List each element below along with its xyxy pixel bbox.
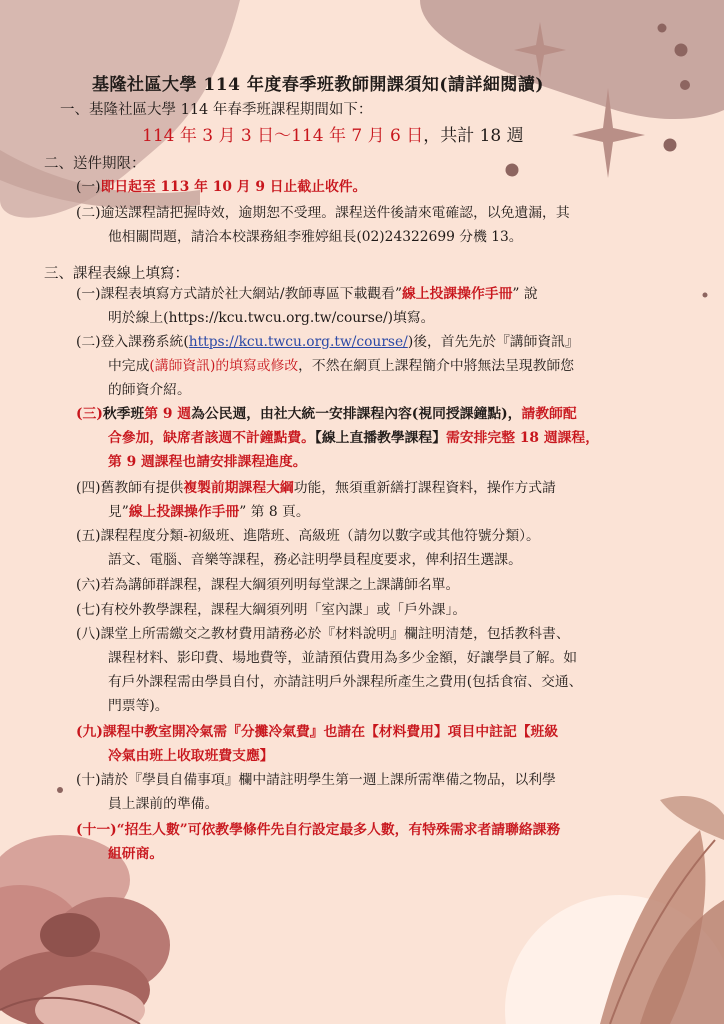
item-text: 員上課前的準備。 [108,796,219,812]
item-text: 冷氣由班上收取班費支應】 [108,748,274,764]
manual-link-text: 線上投課操作手冊 [402,286,513,302]
item-text-highlight: (講師資訊)的填寫或修改 [149,358,299,374]
item-text: 語文、電腦、音樂等課程，務必註明學員程度要求，俾利招生選課。 [108,552,522,568]
item-number: (二) [76,205,101,221]
item-text: 他相關問題，請洽本校課務組李雅婷組長(02)24322699 分機 13。 [108,229,523,245]
item-text: 請於『學員自備事項』欄中請註明學生第一週上課所需準備之物品，以利學 [100,772,556,788]
item-number: (一) [76,179,101,195]
item-text: “招生人數”可依教學條件先自行設定最多人數，有特殊需求者請聯絡課務 [116,822,561,838]
page-title: 基隆社區大學 114 年度春季班教師開課須知(請詳細閱讀) [92,75,544,95]
section-1-heading: 一、基隆社區大學 114 年春季班課程期間如下： [60,102,373,118]
item-text: 有戶外課程需由學員自付，亦請註明戶外課程所產生之費用(包括食宿、交通、 [108,674,583,690]
list-item [76,175,688,199]
item-text: 為公民週，由社大統一安排課程內容(視同授課鐘點)， [191,406,522,422]
item-text: 【線上直播教學課程】 [314,430,447,446]
list-item [76,282,688,330]
item-text: 秋季班 [102,406,145,422]
item-text: 課程表填寫方式請於社大網站/教師專區下載觀看” [100,286,402,302]
item-text: ” 第 8 頁。 [239,504,310,520]
section-2-heading: 二、送件期限： [44,156,146,172]
item-text: ” 說 [512,286,538,302]
list-item [76,598,688,622]
item-text-highlight: 合參加，缺席者該週不計鐘點費。 [108,430,315,446]
item-text-highlight: 第 9 週 [144,406,192,422]
course-system-link[interactable]: https://kcu.twcu.org.tw/course/ [188,334,408,350]
list-item [76,524,688,572]
item-text: 中完成 [108,358,150,374]
item-text: )後，首先先於『講師資訊』 [407,334,579,350]
item-text-highlight: 第 9 週課程也請安排課程進度。 [108,454,307,470]
item-text: 舊教師有提供 [100,480,184,496]
list-item [76,818,688,866]
item-text: 課程程度分類-初級班、進階班、高級班（請勿以數字或其他符號分類）。 [100,528,540,544]
item-text: 組研商。 [108,846,164,862]
item-number: (四) [76,480,101,496]
item-text-highlight: 請教師配 [521,406,577,422]
item-number: (一) [76,286,101,302]
item-text: 逾送課程請把握時效，逾期恕不受理。課程送件後請來電確認，以免遺漏，其 [100,205,570,221]
list-item [76,622,688,718]
item-text: 功能，無須重新繕打課程資料，操作方式請 [293,480,556,496]
list-item [76,768,688,816]
item-text: 課程材料、影印費、場地費等，並請預估費用為多少金額，好讓學員了解。如 [108,650,578,666]
item-number: (六) [76,577,101,593]
item-text: 門票等)。 [108,698,169,714]
item-number: (十) [76,772,101,788]
item-text: 若為講師群課程，課程大綱須列明每堂課之上課講師名單。 [100,577,460,593]
item-text: ，不然在網頁上課程簡介中將無法呈現教師您 [298,358,575,374]
item-text-highlight: 複製前期課程大綱 [183,480,294,496]
item-text: 明於線上(https://kcu.twcu.org.tw/course/)填寫。 [108,310,435,326]
semester-weeks: ，共計 18 週 [423,126,524,146]
item-number: (二) [76,334,101,350]
item-number: (五) [76,528,101,544]
list-item [76,402,688,474]
list-item [76,720,688,768]
list-item [76,476,688,524]
item-text: 即日起至 113 年 10 月 9 日止截止收件。 [100,179,367,195]
item-number: (十一) [76,822,117,838]
item-number: (八) [76,626,101,642]
manual-link-text: 線上投課操作手冊 [128,504,240,520]
item-text: 有校外教學課程，課程大綱須列明「室內課」或「戶外課」。 [100,602,467,618]
item-text: 的師資介紹。 [108,382,191,398]
item-number: (九) [76,724,103,740]
item-text-highlight: 需安排完整 18 週課程， [446,430,600,446]
semester-dates [142,121,524,146]
item-text: 課堂上所需繳交之教材費用請務必於『材料說明』欄註明清楚，包括教科書、 [100,626,570,642]
section-3-heading: 三、課程表線上填寫： [44,266,189,282]
list-item [76,330,688,402]
item-number: (三) [76,406,103,422]
item-number: (七) [76,602,101,618]
list-item [76,201,688,249]
item-text: 登入課務系統( [100,334,189,350]
item-text: 課程中教室開冷氣需『分攤冷氣費』也請在【材料費用】項目中註記【班級 [102,724,559,740]
list-item [76,573,688,597]
semester-date-range: 114 年 3 月 3 日～114 年 7 月 6 日 [142,126,424,146]
item-text: 見” [108,504,129,520]
